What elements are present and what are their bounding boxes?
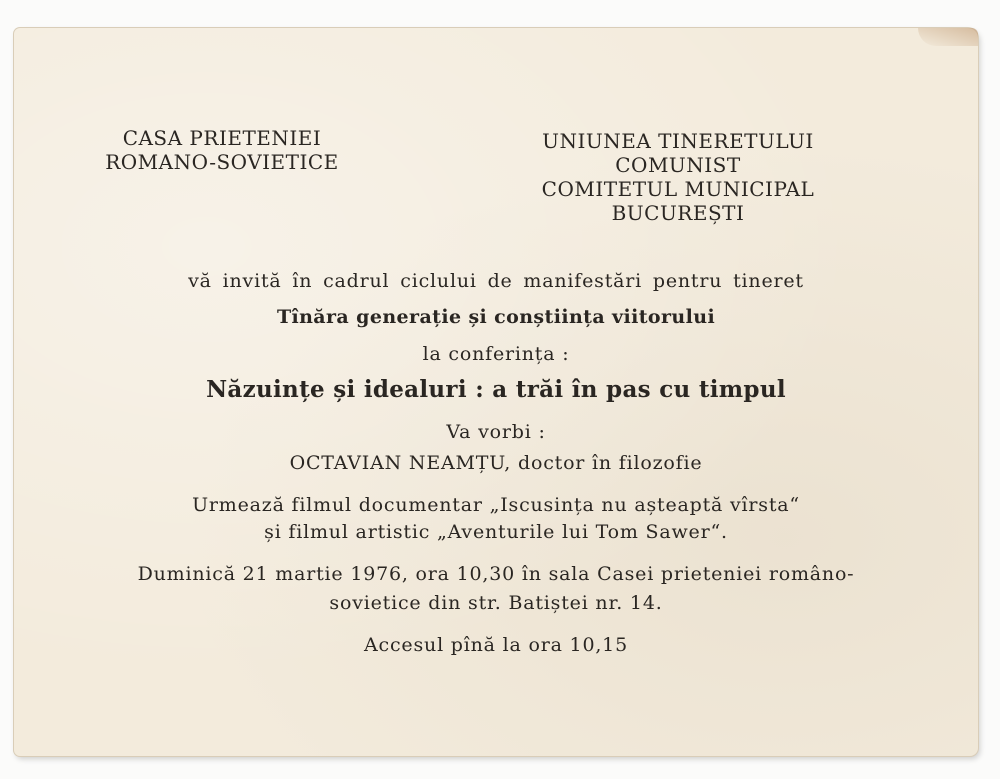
header-right-line: BUCUREȘTI xyxy=(611,201,745,225)
header-right-line: COMITETUL MUNICIPAL xyxy=(541,177,815,201)
films-line: și filmul artistic „Aventurile lui Tom Sawer“. xyxy=(264,521,728,543)
speaker-name: OCTAVIAN NEAMȚU, doctor în filozofie xyxy=(289,452,703,474)
header-right-organization xyxy=(494,129,862,225)
films-line: Urmează filmul documentar „Iscusința nu așteaptă vîrsta“ xyxy=(192,494,800,516)
speaker-intro: Va vorbi : xyxy=(446,421,546,443)
header-left-organization xyxy=(72,126,372,174)
worn-corner xyxy=(918,28,978,46)
header-right-line: UNIUNEA TINERETULUI xyxy=(542,129,814,153)
access-time: Accesul pînă la ora 10,15 xyxy=(364,634,628,656)
header-left-line: ROMANO-SOVIETICE xyxy=(105,150,339,174)
date-venue-line: Duminică 21 martie 1976, ora 10,30 în sala Casei prieteniei româno- xyxy=(137,563,855,585)
invitation-text: vă invită în cadrul ciclului de manifestări pentru tineret xyxy=(188,270,804,292)
invitation-card xyxy=(14,28,978,756)
header-left-line: CASA PRIETENIEI xyxy=(122,126,322,150)
date-venue-line: sovietice din str. Batiștei nr. 14. xyxy=(329,592,663,614)
header-right-line: COMUNIST xyxy=(615,153,741,177)
series-title: Tînăra generație și conștiința viitorului xyxy=(276,306,716,328)
conference-intro: la conferința : xyxy=(422,343,570,365)
conference-title: Năzuințe și idealuri : a trăi în pas cu timpul xyxy=(206,376,786,403)
